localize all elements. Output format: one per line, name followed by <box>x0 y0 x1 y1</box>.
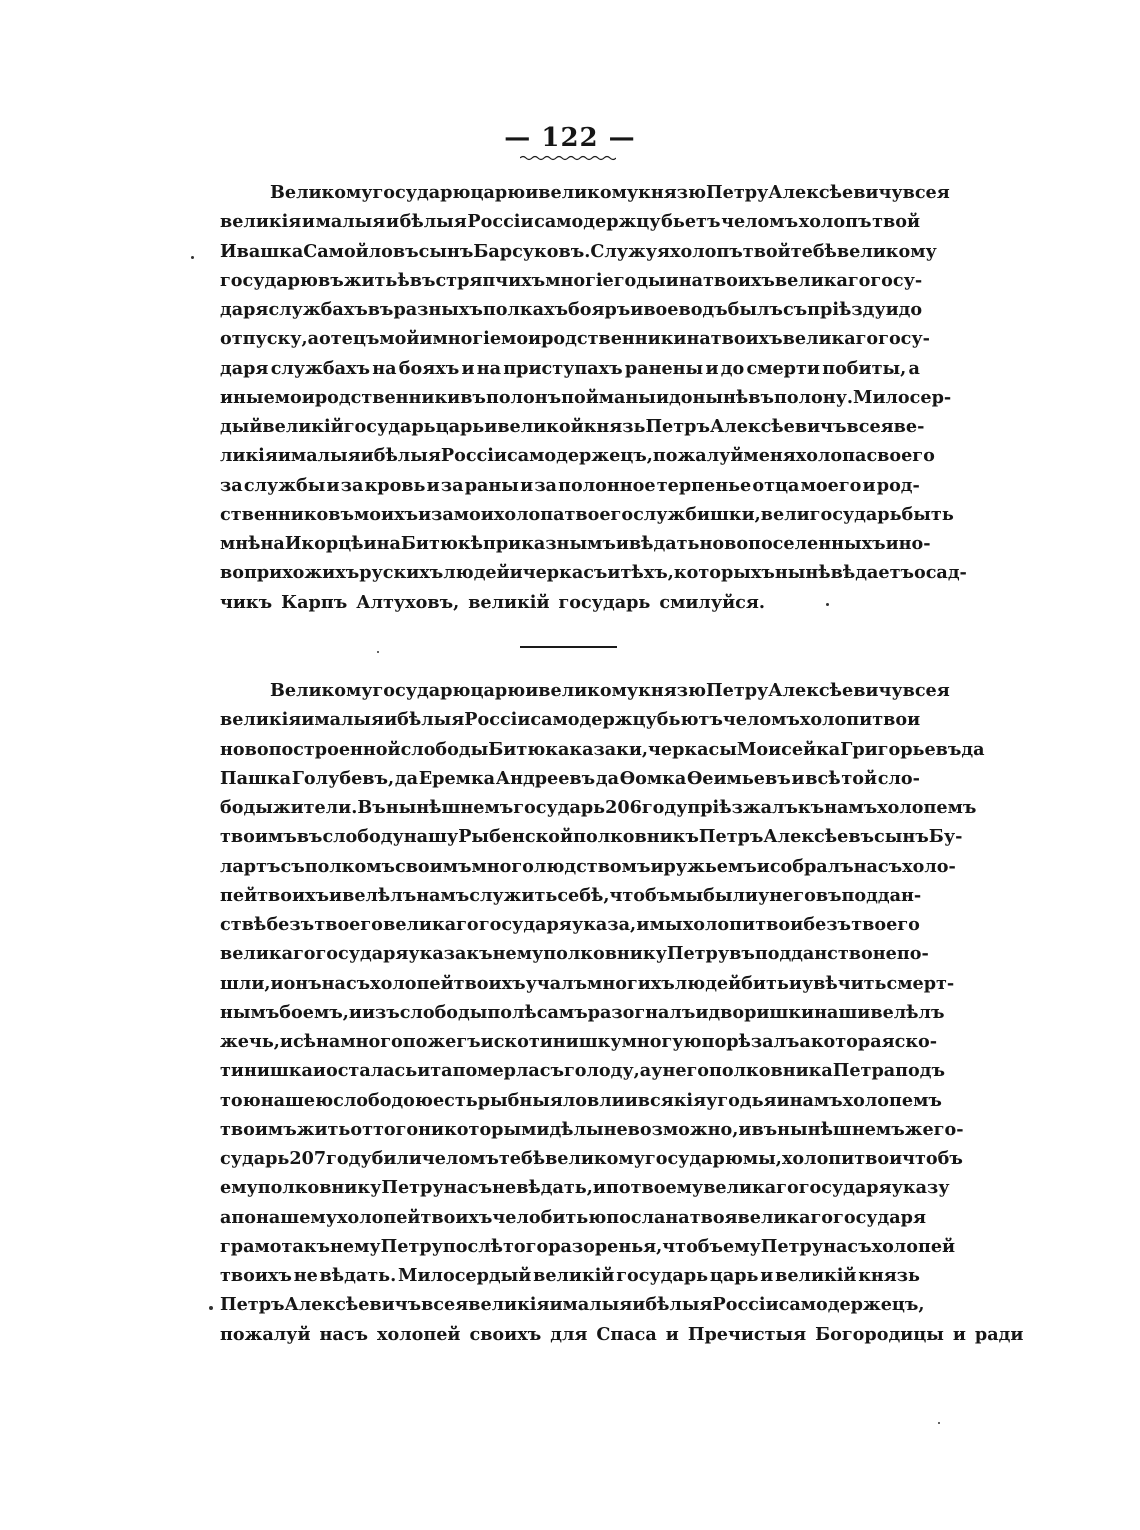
text-line: пожалуй насъ холопей своихъ для Спаса и Пречистыя Богородицы и ради <box>220 1323 1024 1345</box>
text-line: твоимъ въ слободу нашу Рыбенской полковникъ Петръ Алексѣевъ сынъ Бу- <box>220 826 963 848</box>
text-line: ственниковъ моихъ и за мои холопа твоего службишки, вели государь быть <box>220 503 954 525</box>
text-line: иные мои родственники въ полонъ пойманы и до нынѣ въ полону. Милосер- <box>220 386 952 408</box>
page-number-wavy-rule <box>520 155 616 161</box>
petition-2 <box>220 676 1024 1349</box>
print-speck <box>209 1306 213 1310</box>
petition-1 <box>220 178 967 617</box>
print-speck <box>938 1422 940 1424</box>
text-line: воприхожихъ рускихъ людей и черкасъ и тѣхъ, которыхъ нынѣ вѣдаетъ осад- <box>220 562 967 584</box>
text-line: Ивашка Самойловъ сынъ Барсуковъ. Служу я холопъ твой тебѣ великому <box>220 240 937 262</box>
text-line: чикъ Карпъ Алтуховъ, великій государь смилуйся. <box>220 591 765 613</box>
text-line: Петръ Алексѣевичъ всея великія и малыя и бѣлыя Россіи самодержецъ, <box>220 1294 925 1316</box>
text-line: нымъ боемъ, и изъ слободы по лѣсамъ разогналъ и дворишки наши велѣлъ <box>220 1001 945 1023</box>
text-line: боды жители. Въ нынѣшнемъ государь 206 году пріѣзжалъ къ намъ холопемъ <box>220 797 977 818</box>
text-line: шли, и онъ насъ холопей твоихъ учалъ многихъ людей бить и увѣчить смерт- <box>220 972 955 994</box>
text-line: ему полковнику Петру насъ не вѣдать, и по твоему великаго государя указу <box>220 1177 950 1199</box>
text-line: мнѣ на Икорцѣ и на Битюкѣ приказнымъ и вѣдать новопоселенныхъ и но- <box>220 533 931 554</box>
text-line: великія и малыя и бѣлыя Россіи самодержцу бьетъ челомъ холопъ твой <box>220 211 920 233</box>
text-line: твоимъ жить оттого никоторыми дѣлы невозможно, и въ нынѣшнемъ же го- <box>220 1118 964 1140</box>
print-speck <box>377 651 379 653</box>
page-number: — 122 — <box>504 123 636 153</box>
text-line: новопостроенной слободы Битюка казаки, черкасы Моисейка Григорьевъ да <box>220 738 985 760</box>
text-line: за службы и за кровь и за раны и за полонное терпенье отца моего и род- <box>220 474 920 496</box>
print-speck <box>826 603 829 606</box>
text-line: ствѣ безъ твоего великаго государя указа, и мы холопи твои безъ твоего <box>220 914 920 935</box>
text-line: грамота къ нему Петру послѣ того разоренья, чтобъ ему Петру насъ холопей <box>220 1235 956 1257</box>
text-line: а по нашему холопей твоихъ челобитью послана твоя великаго государя <box>220 1206 926 1228</box>
text-line: лартъ съ полкомъ своимъ многолюдствомъ и ружьемъ и собралъ насъ холо- <box>220 855 956 877</box>
text-line: твоихъ не вѣдать. Милосердый великій государь царь и великій князь <box>220 1265 920 1286</box>
text-line: даря службахъ на бояхъ и на приступахъ ранены и до смерти побиты, а <box>220 357 920 379</box>
text-line: сударь 207 году били челомъ тебѣ великому государю мы, холопи твои чтобъ <box>220 1148 963 1169</box>
section-divider <box>520 646 617 648</box>
print-speck <box>191 256 194 259</box>
text-line: государю въ житьѣ въ стряпчихъ многіе годы и на твоихъ великаго госу- <box>220 269 923 291</box>
text-line: дый великій государь царь и великой князь Петръ Алексѣевичъ всея ве- <box>220 416 925 437</box>
text-line: тинишка и осталась и та померла съ голоду, а у него полковника Петра подъ <box>220 1060 946 1082</box>
text-line: даря службахъ въ разныхъ полкахъ бояръ и воеводъ былъ съ пріѣзду и до <box>220 299 923 320</box>
text-line: Великому государю царю и великому князю Петру Алексѣевичу всея <box>270 680 950 701</box>
text-line: великія и малыя и бѣлыя Россіи самодержцу бьютъ челомъ холопи твои <box>220 709 921 731</box>
text-line: Великому государю царю и великому князю Петру Алексѣевичу всея <box>270 182 950 203</box>
text-line: пей твоихъ и велѣлъ намъ служить себѣ, чтобъ мы были у него въ поддан- <box>220 884 922 906</box>
text-line: великаго государя указа къ нему полковнику Петру въ подданство не по- <box>220 943 929 965</box>
text-line: отпуску, а отецъ мой и многіе мои родственники на твоихъ великаго госу- <box>220 328 930 350</box>
text-line: ликія и малыя и бѣлыя Россіи самодержецъ, пожалуй меня холопа своего <box>220 445 935 467</box>
text-line: жечь, и сѣна много пожегъ и скотинишку многую порѣзалъ а которая ско- <box>220 1031 938 1052</box>
text-line: тою нашею слободою есть рыбныя ловли и всякія угодья и намъ холопемъ <box>220 1089 942 1111</box>
text-line: Пашка Голубевъ, да Еремка Андреевъ да Ѳомка Ѳеимьевъ и всѣ той сло- <box>220 767 920 789</box>
